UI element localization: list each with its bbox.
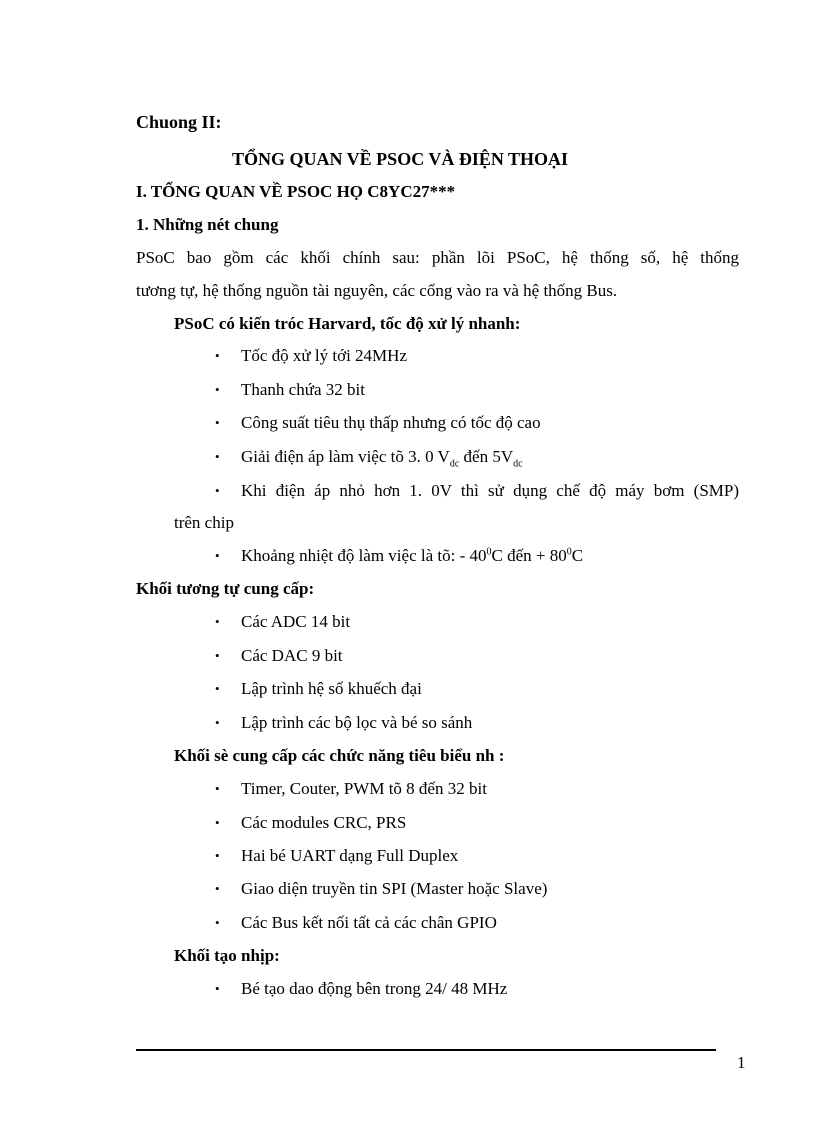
temperature-text: C xyxy=(571,546,584,565)
clock-heading: Khối tạo nhịp: xyxy=(174,946,280,965)
bullet-icon: • xyxy=(215,881,220,896)
page-title: TỔNG QUAN VỀ PSOC VÀ ĐIỆN THOẠI xyxy=(232,149,569,169)
bullet-icon: • xyxy=(215,449,220,464)
list-item: Giao diện truyền tin SPI (Master hoặc Slave) xyxy=(241,879,548,898)
temperature-text: C đến + 80 xyxy=(491,546,567,565)
bullet-icon: • xyxy=(215,483,220,498)
list-item: Thanh chứa 32 bit xyxy=(241,380,365,399)
list-item-temperature xyxy=(241,546,583,566)
analog-heading: Khối tương tự cung cấp: xyxy=(136,579,315,598)
bullet-icon: • xyxy=(215,681,220,696)
bullet-icon: • xyxy=(215,781,220,796)
bullet-icon: • xyxy=(215,981,220,996)
temperature-text: Khoảng nhiệt độ làm việc là tõ: - 40 xyxy=(241,546,487,565)
bullet-icon: • xyxy=(215,915,220,930)
list-item: Lập trình hệ số khuếch đại xyxy=(241,679,422,698)
section-heading: I. TỔNG QUAN VỀ PSOC HỌ C8YC27*** xyxy=(136,182,456,201)
list-item: Công suất tiêu thụ thấp nhưng có tốc độ cao xyxy=(241,413,541,432)
list-item-smp-continued: trên chip xyxy=(174,513,234,532)
footer-rule xyxy=(136,1049,716,1051)
list-item-voltage xyxy=(241,447,523,470)
intro-line-1: PSoC bao gồm các khối chính sau: phần lõi PSoC, hệ thống số, hệ thống xyxy=(136,248,739,267)
bullet-icon: • xyxy=(215,815,220,830)
harvard-heading: PSoC có kiến tróc Harvard, tốc độ xử lý nhanh: xyxy=(174,314,521,333)
bullet-icon: • xyxy=(215,715,220,730)
chapter-label: Chuong II: xyxy=(136,112,222,132)
temperature-superscript: 0 xyxy=(566,546,572,558)
bullet-icon: • xyxy=(215,648,220,663)
list-item-smp: Khi điện áp nhỏ hơn 1. 0V thì sử dụng chế độ máy bơm (SMP) xyxy=(241,481,739,500)
voltage-subscript: dc xyxy=(449,458,460,470)
temperature-superscript: 0 xyxy=(486,546,492,558)
bullet-icon: • xyxy=(215,848,220,863)
list-item: Timer, Couter, PWM tõ 8 đến 32 bit xyxy=(241,779,487,798)
list-item: Hai bé UART dạng Full Duplex xyxy=(241,846,459,865)
page-number: 1 xyxy=(737,1053,746,1072)
intro-line-2: tương tự, hệ thống nguồn tài nguyên, các cổng vào ra và hệ thống Bus. xyxy=(136,281,618,300)
list-item: Các ADC 14 bit xyxy=(241,612,351,631)
bullet-icon: • xyxy=(215,415,220,430)
bullet-icon: • xyxy=(215,548,220,563)
list-item: Bé tạo dao động bên trong 24/ 48 MHz xyxy=(241,979,508,998)
list-item: Tốc độ xử lý tới 24MHz xyxy=(241,346,407,365)
list-item: Các modules CRC, PRS xyxy=(241,813,407,832)
digital-heading: Khối sè cung cấp các chức năng tiêu biểu nh : xyxy=(174,746,505,765)
list-item: Các Bus kết nối tất cả các chân GPIO xyxy=(241,913,497,932)
list-item: Lập trình các bộ lọc và bé so sánh xyxy=(241,713,473,732)
list-item: Các DAC 9 bit xyxy=(241,646,343,665)
bullet-icon: • xyxy=(215,614,220,629)
voltage-text: Giải điện áp làm việc tõ 3. 0 V xyxy=(241,447,450,466)
subsection-heading: 1. Những nét chung xyxy=(136,215,279,234)
voltage-subscript: dc xyxy=(513,458,523,470)
bullet-icon: • xyxy=(215,348,220,363)
voltage-text: đến 5V xyxy=(459,447,514,466)
bullet-icon: • xyxy=(215,382,220,397)
